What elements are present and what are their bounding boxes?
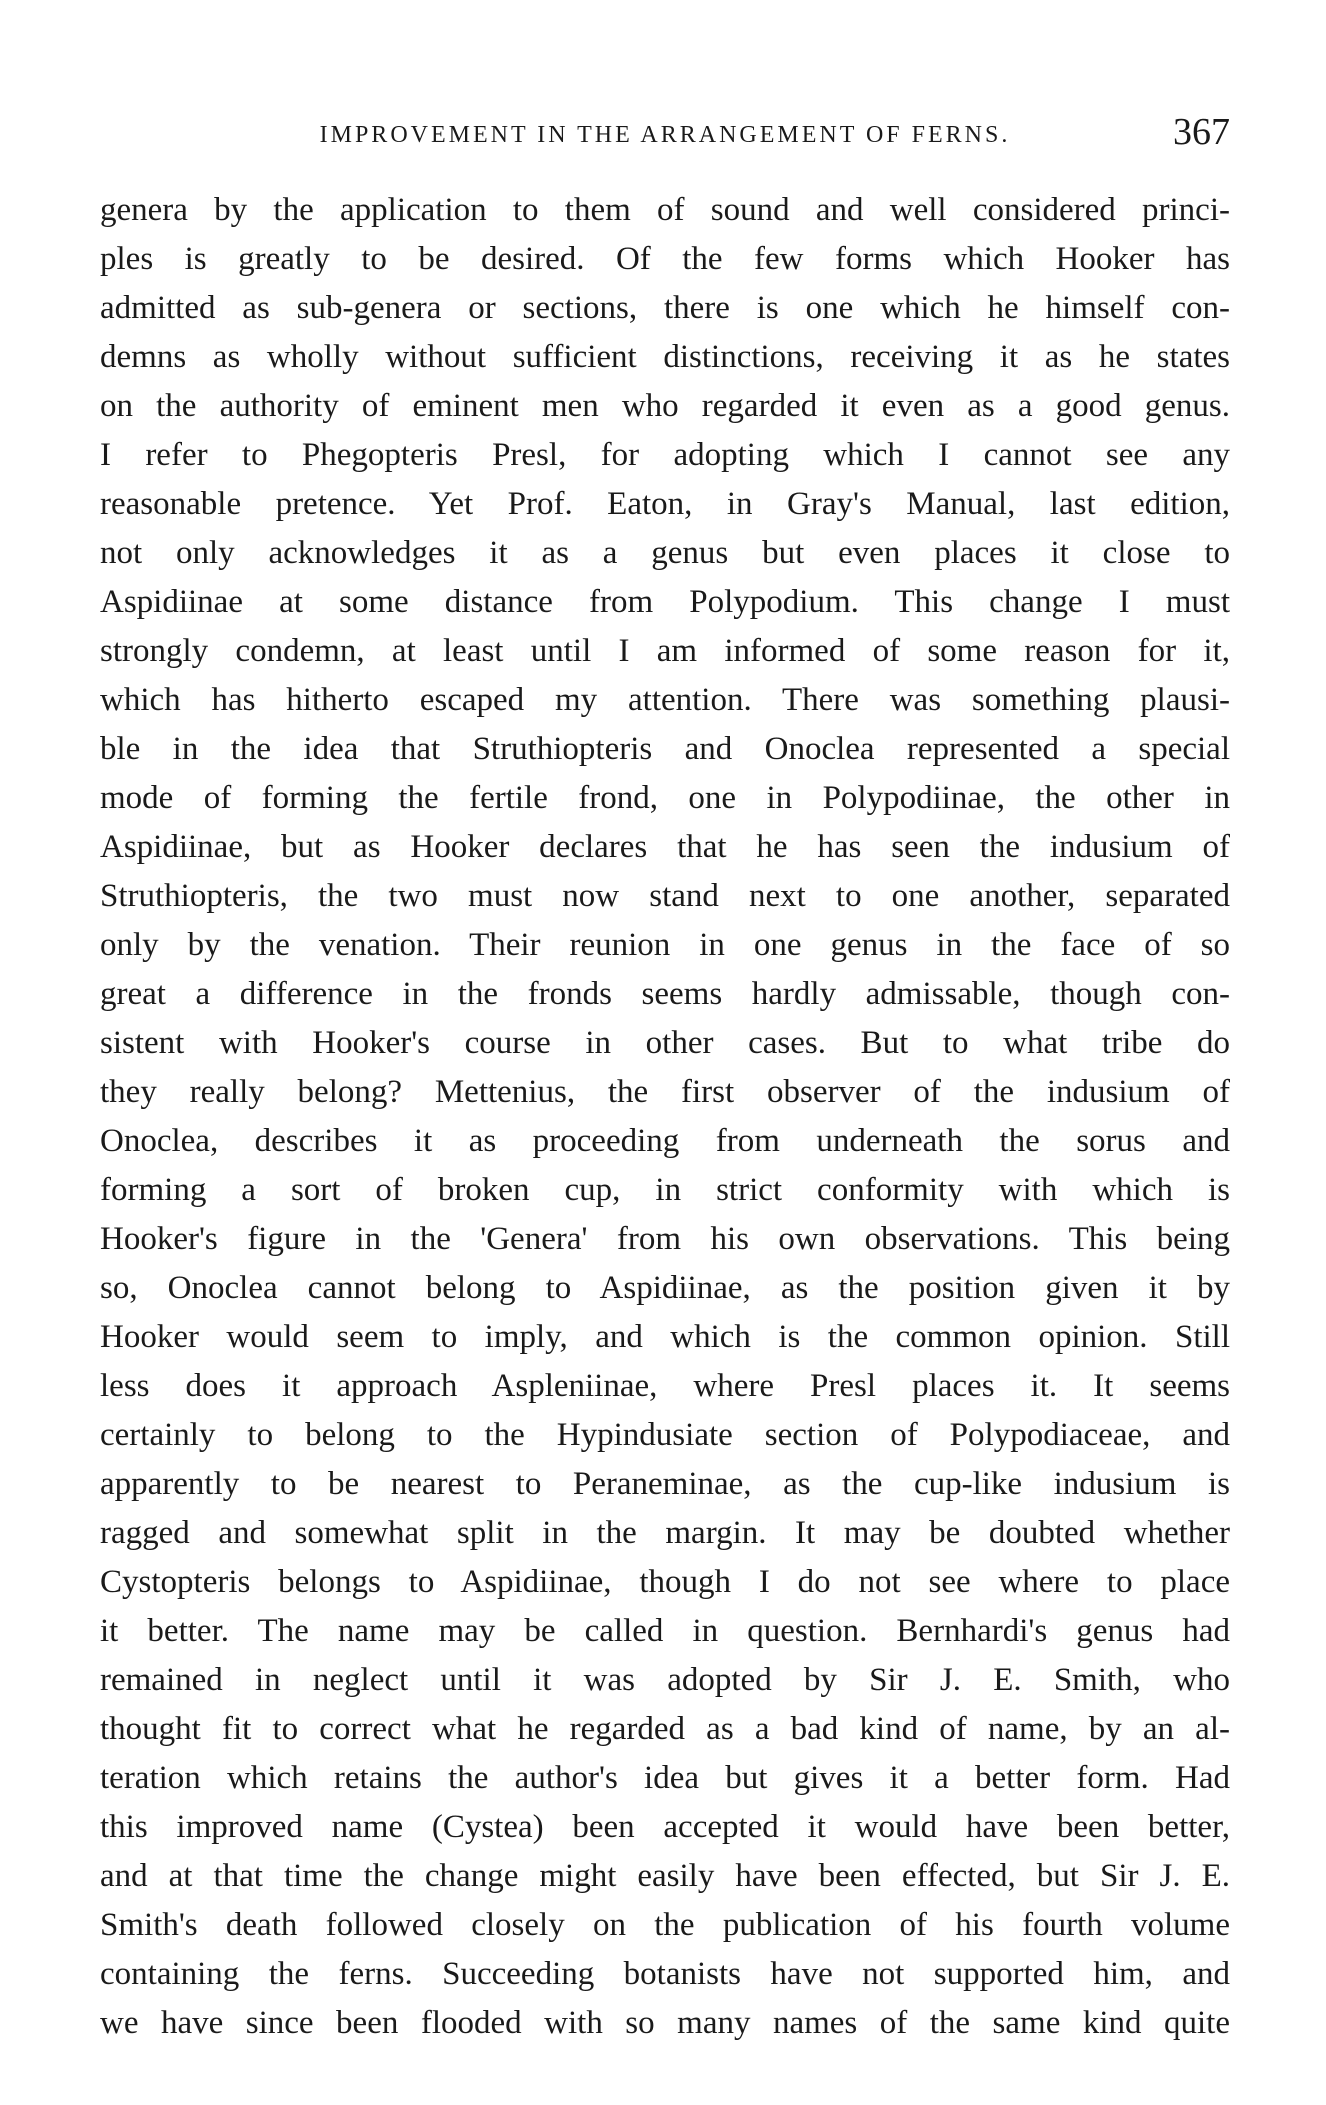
text-line: only by the venation. Their reunion in one genus in the face of so	[100, 927, 1230, 963]
body-paragraph	[100, 186, 1230, 2048]
text-line: so, Onoclea cannot belong to Aspidiinae, as the position given it by	[100, 1270, 1230, 1306]
text-line: ples is greatly to be desired. Of the few forms which Hooker has	[100, 241, 1230, 277]
text-line: sistent with Hooker's course in other cases. But to what tribe do	[100, 1025, 1230, 1061]
text-line: this improved name (Cystea) been accepted it would have been better,	[100, 1809, 1230, 1845]
text-line: and at that time the change might easily have been effected, but Sir J. E.	[100, 1858, 1230, 1894]
text-line: Cystopteris belongs to Aspidiinae, though I do not see where to place	[100, 1564, 1230, 1600]
text-line: great a difference in the fronds seems hardly admissable, though con-	[100, 976, 1230, 1012]
text-line: demns as wholly without sufficient distinctions, receiving it as he states	[100, 339, 1230, 375]
text-line: teration which retains the author's idea but gives it a better form. Had	[100, 1760, 1230, 1796]
text-line: Smith's death followed closely on the publication of his fourth volume	[100, 1907, 1230, 1943]
text-line: ragged and somewhat split in the margin. It may be doubted whether	[100, 1515, 1230, 1551]
text-line: we have since been flooded with so many names of the same kind quite	[100, 2005, 1230, 2041]
running-title: IMPROVEMENT IN THE ARRANGEMENT OF FERNS.	[319, 122, 1011, 148]
text-line: on the authority of eminent men who regarded it even as a good genus.	[100, 388, 1230, 424]
text-line: remained in neglect until it was adopted by Sir J. E. Smith, who	[100, 1662, 1230, 1698]
text-line: Onoclea, describes it as proceeding from underneath the sorus and	[100, 1123, 1230, 1159]
text-line: containing the ferns. Succeeding botanists have not supported him, and	[100, 1956, 1230, 1992]
text-line: certainly to belong to the Hypindusiate section of Polypodiaceae, and	[100, 1417, 1230, 1453]
text-line: less does it approach Aspleniinae, where Presl places it. It seems	[100, 1368, 1230, 1404]
page-number: 367	[1173, 111, 1230, 153]
text-line: Struthiopteris, the two must now stand next to one another, separated	[100, 878, 1230, 914]
text-line: Aspidiinae, but as Hooker declares that he has seen the indusium of	[100, 829, 1230, 865]
text-line: Hooker would seem to imply, and which is the common opinion. Still	[100, 1319, 1230, 1355]
text-line: I refer to Phegopteris Presl, for adopting which I cannot see any	[100, 437, 1230, 473]
text-line: it better. The name may be called in question. Bernhardi's genus had	[100, 1613, 1230, 1649]
running-head	[100, 112, 1230, 162]
text-line: strongly condemn, at least until I am informed of some reason for it,	[100, 633, 1230, 669]
text-line: forming a sort of broken cup, in strict conformity with which is	[100, 1172, 1230, 1208]
text-line: ble in the idea that Struthiopteris and Onoclea represented a special	[100, 731, 1230, 767]
text-line: not only acknowledges it as a genus but even places it close to	[100, 535, 1230, 571]
text-line: they really belong? Mettenius, the first observer of the indusium of	[100, 1074, 1230, 1110]
text-line: which has hitherto escaped my attention. There was something plausi-	[100, 682, 1230, 718]
text-line: Aspidiinae at some distance from Polypodium. This change I must	[100, 584, 1230, 620]
text-line: mode of forming the fertile frond, one in Polypodiinae, the other in	[100, 780, 1230, 816]
text-line: Hooker's figure in the 'Genera' from his own observations. This being	[100, 1221, 1230, 1257]
text-line: admitted as sub-genera or sections, there is one which he himself con-	[100, 290, 1230, 326]
text-line: thought fit to correct what he regarded as a bad kind of name, by an al-	[100, 1711, 1230, 1747]
text-line: reasonable pretence. Yet Prof. Eaton, in Gray's Manual, last edition,	[100, 486, 1230, 522]
text-line: genera by the application to them of sound and well considered princi-	[100, 192, 1230, 228]
text-line: apparently to be nearest to Peraneminae, as the cup-like indusium is	[100, 1466, 1230, 1502]
